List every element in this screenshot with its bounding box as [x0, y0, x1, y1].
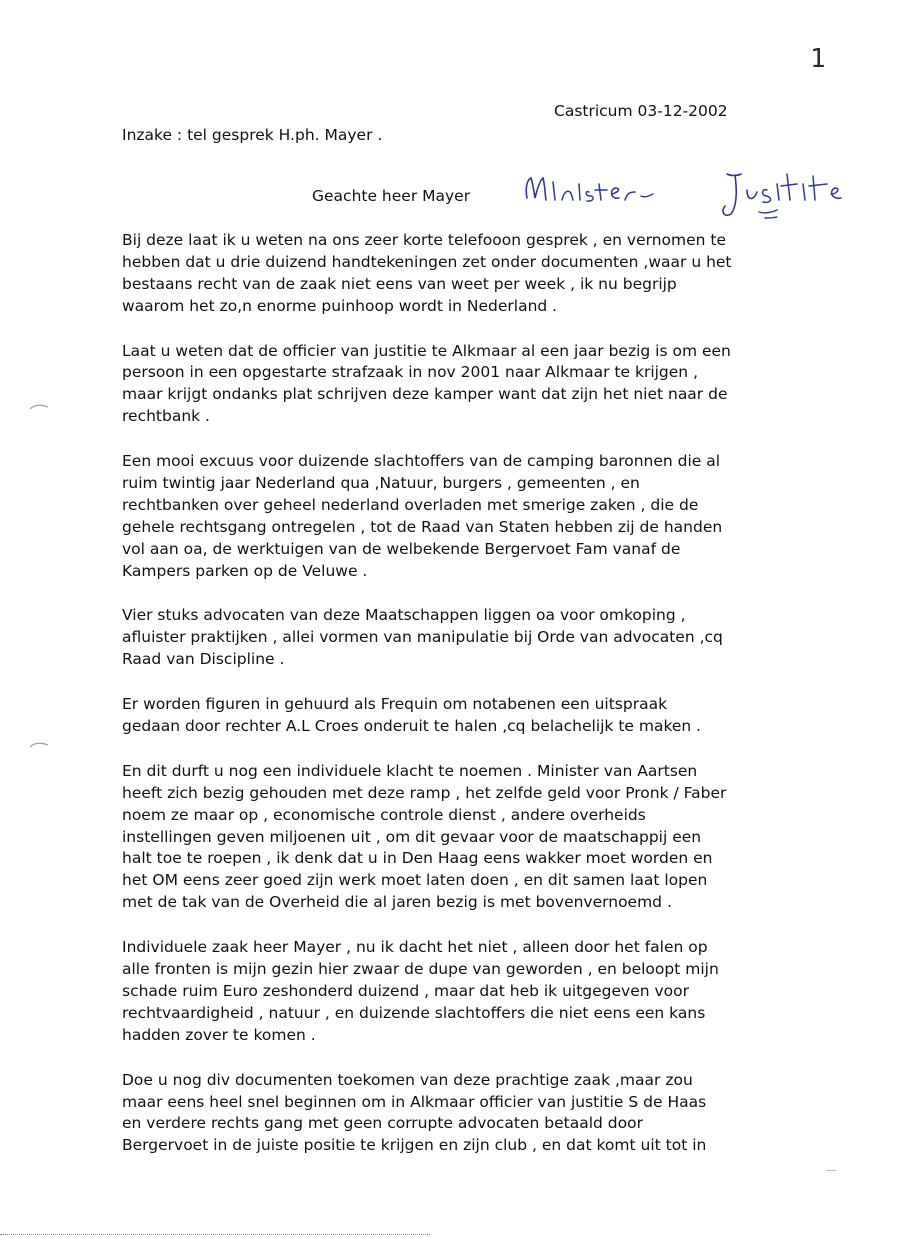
- text-line: en verdere rechts gang met geen corrupte advocaten betaald door: [122, 1114, 643, 1133]
- text-line: noem ze maar op , economische controle dienst , andere overheids: [122, 805, 646, 824]
- text-line: En dit durft u nog een individuele klacht te noemen . Minister van Aartsen: [122, 761, 698, 780]
- text-line: alle fronten is mijn gezin hier zwaar de dupe van geworden , en beloopt mijn: [122, 960, 719, 979]
- text-line: hebben dat u drie duizend handtekeningen zet onder documenten ,waar u het: [122, 252, 732, 271]
- text-line: rechtbanken over geheel nederland overladen met smerige zaken , die de: [122, 495, 699, 514]
- text-line: Raad van Discipline .: [122, 650, 285, 669]
- text-line: Individuele zaak heer Mayer , nu ik dacht het niet , alleen door het falen op: [122, 938, 708, 957]
- text-line: heeft zich bezig gehouden met deze ramp , het zelfde geld voor Pronk / Faber: [122, 783, 727, 802]
- text-line: Kampers parken op de Veluwe .: [122, 561, 368, 580]
- text-line: bestaans recht van de zaak niet eens van weet per week , ik nu begrijp: [122, 274, 677, 293]
- paragraph: [122, 230, 762, 318]
- text-line: Vier stuks advocaten van deze Maatschappen liggen oa voor omkoping ,: [122, 606, 686, 625]
- text-line: Bergervoet in de juiste positie te krijgen en zijn club , en dat komt uit tot in: [122, 1136, 707, 1155]
- text-line: Laat u weten dat de officier van justitie te Alkmaar al een jaar bezig is om een: [122, 341, 731, 360]
- text-line: waarom het zo,n enorme puinhoop wordt in Nederland .: [122, 296, 558, 315]
- text-line: rechtbank .: [122, 407, 210, 426]
- paragraph: [122, 605, 762, 671]
- text-line: Bij deze laat ik u weten na ons zeer korte telefooon gesprek , en vernomen te: [122, 231, 727, 249]
- date-line: Castricum 03-12-2002: [554, 102, 728, 120]
- text-line: schade ruim Euro zeshonderd duizend , maar dat heb ik uitgegeven voor: [122, 981, 690, 1000]
- paragraph: [122, 937, 762, 1046]
- scan-mark: [826, 1170, 836, 1171]
- salutation: Geachte heer Mayer: [312, 187, 471, 205]
- text-line: ruim twintig jaar Nederland qua ,Natuur, burgers , gemeenten , en: [122, 474, 640, 493]
- text-line: hadden zover te komen .: [122, 1025, 316, 1044]
- margin-mark: [28, 402, 50, 412]
- text-line: gehele rechtsgang ontregelen , tot de Raad van Staten hebben zij de handen: [122, 517, 723, 536]
- text-line: maar krijgt ondanks plat schrijven deze kamper want dat zijn het niet naar de: [122, 385, 728, 404]
- text-line: afluister praktijken , allei vormen van manipulatie bij Orde van advocaten ,cq: [122, 628, 723, 647]
- text-line: halt toe te roepen , ik denk dat u in Den Haag eens wakker moet worden en: [122, 849, 713, 868]
- scan-edge: [0, 1234, 430, 1236]
- text-line: met de tak van de Overheid die al jaren bezig is met bovenvernoemd .: [122, 893, 672, 912]
- paragraph: [122, 694, 762, 738]
- text-line: het OM eens zeer goed zijn werk moet laten doen , en dit samen laat lopen: [122, 871, 708, 890]
- text-line: gedaan door rechter A.L Croes onderuit te halen ,cq belachelijk te maken .: [122, 717, 702, 736]
- paragraph: [122, 451, 762, 582]
- text-line: maar eens heel snel beginnen om in Alkmaar officier van justitie S de Haas: [122, 1092, 707, 1111]
- text-line: vol aan oa, de werktuigen van de welbekende Bergervoet Fam vanaf de: [122, 539, 681, 558]
- paragraph: [122, 761, 762, 914]
- paragraph: [122, 1070, 762, 1158]
- page-number: 1: [810, 44, 826, 74]
- text-line: Doe u nog div documenten toekomen van deze prachtige zaak ,maar zou: [122, 1070, 693, 1089]
- text-line: persoon in een opgestarte strafzaak in nov 2001 naar Alkmaar te krijgen ,: [122, 363, 698, 382]
- letter-body: [122, 230, 762, 1180]
- handwritten-annotation: [515, 160, 855, 230]
- text-line: Een mooi excuus voor duizende slachtoffers van de camping baronnen die al: [122, 452, 721, 471]
- subject-line: Inzake : tel gesprek H.ph. Mayer .: [122, 126, 383, 144]
- text-line: instellingen geven miljoenen uit , om dit gevaar voor de maatschappij een: [122, 827, 702, 846]
- text-line: Er worden figuren in gehuurd als Frequin om notabenen een uitspraak: [122, 695, 668, 714]
- text-line: rechtvaardigheid , natuur , en duizende slachtoffers die niet eens een kans: [122, 1003, 706, 1022]
- paragraph: [122, 341, 762, 429]
- margin-mark: [28, 740, 50, 750]
